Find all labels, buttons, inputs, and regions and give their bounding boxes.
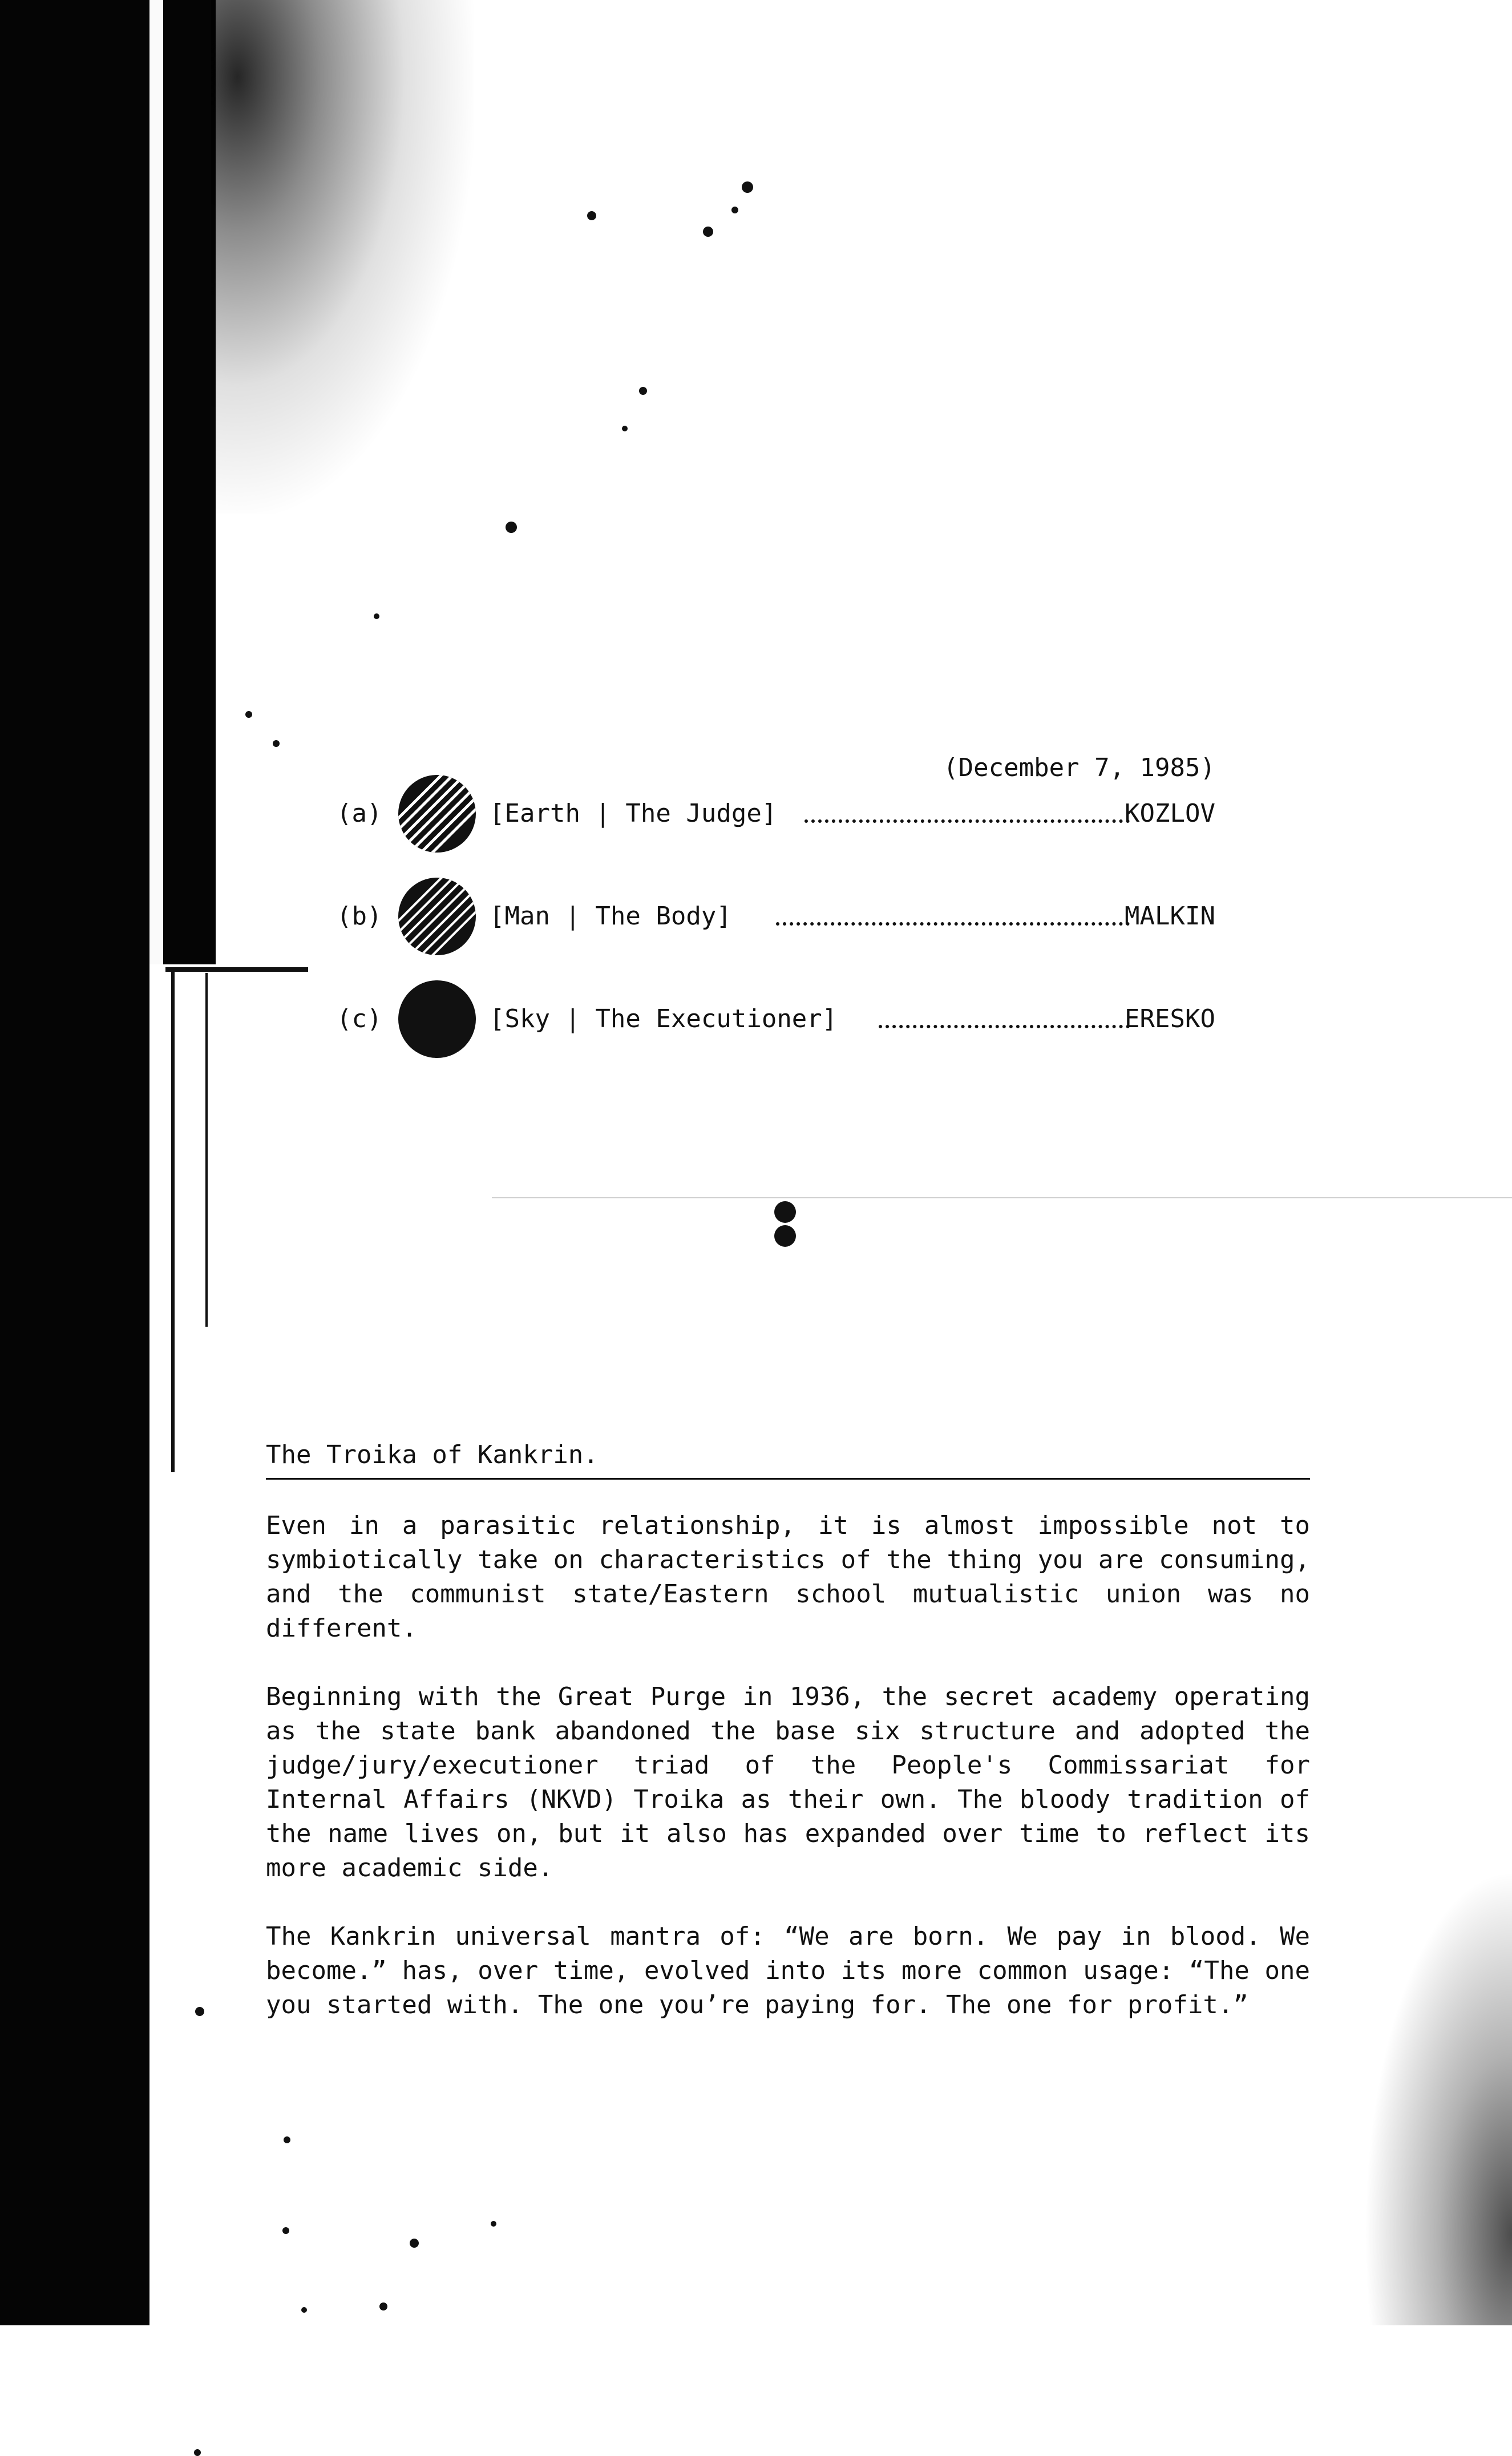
divider-dot [774, 1201, 796, 1223]
roster-letter: (b) [337, 902, 382, 931]
solid-circle-icon [397, 979, 477, 1059]
left-black-strip [163, 0, 216, 964]
ink-speck [374, 613, 379, 619]
roster-name: MALKIN [1125, 902, 1215, 931]
hatched-circle-icon [397, 774, 477, 854]
roster-entry-kozlov [337, 774, 1215, 854]
left-band-gap [149, 0, 163, 964]
article-heading: The Troika of Kankrin. [266, 1440, 599, 1469]
roster-label: [Man | The Body] [490, 902, 731, 931]
heading-underline [266, 1478, 1310, 1480]
ink-speck [410, 2239, 419, 2248]
ink-speck [731, 207, 738, 213]
ink-speck [506, 522, 517, 533]
roster-letter: (c) [337, 1004, 382, 1033]
divider-dot [774, 1225, 796, 1247]
section-divider [492, 1197, 1512, 1198]
ink-speck [742, 181, 753, 193]
ink-speck [273, 740, 280, 747]
left-black-band [0, 0, 149, 2325]
article-paragraph: Even in a parasitic relationship, it is almost impossible not to symbiotically take on characteristics of the thing you are consuming, and the communist state/Eastern school mutualistic union was no different. [266, 1511, 1310, 1643]
ink-speck [245, 711, 252, 718]
leader-dots [879, 996, 1130, 1028]
vertical-rule [171, 970, 175, 1472]
article-paragraph: Beginning with the Great Purge in 1936, the secret academy operating as the state bank abandoned the base six structure and adopted the judge/jury/executioner triad of the People's Commissariat for Internal Affairs (NKVD) Troika as their own. The bloody tradition of the name lives on, but it also has expanded over time to reflect its more academic side. [266, 1682, 1310, 1883]
ink-smudge-top [211, 0, 474, 514]
roster-label: [Sky | The Executioner] [490, 1004, 838, 1033]
ink-speck [282, 2227, 289, 2234]
leader-dots [776, 894, 1130, 926]
ink-speck [284, 2136, 290, 2143]
ink-speck [194, 2449, 201, 2456]
roster-name: ERESKO [1125, 1004, 1215, 1033]
crossbar-mark [165, 967, 308, 972]
hatched-circle-icon [397, 876, 477, 956]
ink-speck [587, 211, 596, 220]
roster-entry-malkin [337, 876, 1215, 956]
roster-letter: (a) [337, 799, 382, 828]
roster-label: [Earth | The Judge] [490, 799, 777, 828]
ink-speck [491, 2221, 496, 2227]
ink-speck [622, 426, 628, 431]
ink-smudge-bottom-right [1364, 1869, 1512, 2325]
vertical-rule [205, 973, 208, 1327]
article-paragraph: The Kankrin universal mantra of: “We are born. We pay in blood. We become.” has, over time, evolved into its more common usage: “The one you started with. The one you’re paying for. The one for profit.” [266, 1922, 1310, 2019]
roster-name: KOZLOV [1125, 799, 1215, 828]
ink-speck [639, 387, 647, 395]
roster-date: (December 7, 1985) [943, 753, 1215, 782]
ink-speck [703, 227, 713, 237]
ink-speck [195, 2007, 204, 2016]
leader-dots [804, 791, 1130, 823]
ink-speck [379, 2302, 387, 2310]
ink-speck [301, 2307, 307, 2313]
roster-entry-eresko [337, 979, 1215, 1059]
